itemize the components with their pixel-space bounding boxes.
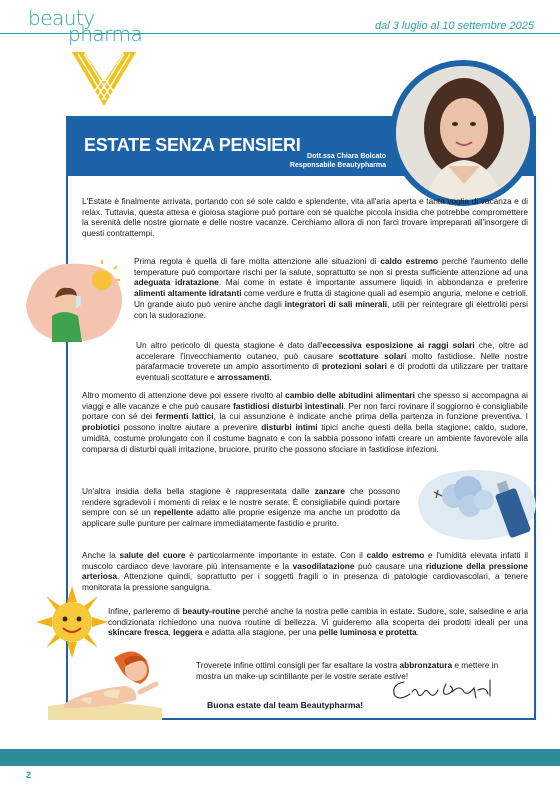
author-photo xyxy=(390,60,536,206)
portrait-icon xyxy=(396,66,530,200)
paragraph-beauty: Infine, parleremo di beauty-routine perché anche la nostra pelle cambia in estate. Sudore, sole, salsedine e aria condizionata richiedono una nuova routine di bellezza. Vi guideremo alla scoperta dei prodotti ideali per una skincare fresca, leggera e adatta alla stagione, per una pelle luminosa e protetta. xyxy=(108,606,528,638)
signature-icon xyxy=(390,674,500,704)
paragraph-mosquitoes: Un'altra insidia della bella stagione è rappresentata dalle zanzare che possono rendere sgradevoli i momenti di relax e le nostre serate. È consigliabile quindi portare sempre con sé un repellente adatto alle proprie esigenze ma anche un prodotto da applicare sulle punture per calmare immediatamente fastidio e prurito. xyxy=(82,486,400,529)
footer-bar xyxy=(0,749,560,766)
paragraph-intro: L'Estate è finalmente arrivata, portando con sé sole caldo e splendente, vita all'aria aperta e tanta voglia di vacanza e di relax. Tuttavia, questa attesa e gioiosa stagione può portare con sé qualche piccola insidia che potrebbe compromettere la serenità delle nostre giornate e delle nostre vacanze. Cerchiamo allora di non farci trovare impreparati all'insorgere di questi contrattempi. xyxy=(82,196,528,239)
sunbathing-woman-illustration-icon xyxy=(44,644,164,720)
paragraph-tan: Troverete infine ottimi consigli per far esaltare la vostra abbronzatura e mettere in mostra un make-up scintillante per le vostre serate estive! xyxy=(196,660,499,681)
article-title: ESTATE SENZA PENSIERI xyxy=(84,135,301,155)
author-name: Dott.ssa Chiara Bolcato xyxy=(307,153,386,160)
paragraph-heat: Prima regola è quella di fare molta attenzione alle situazioni di caldo estremo perché l'aumento delle temperature può comportare rischi per la salute, soprattutto se non si presta sufficiente attenzione ad una adeguata idratazione. Mai come in estate è importante assumere liquidi in abbondanza e preferire alimenti altamente idratanti come verdure e frutta di stagione quali ad esempio anguria, melone e cetrioli. Un grande aiuto può venire anche dagli integratori di sali minerali, utili per reintegrare gli elettroliti persi con la sudorazione. xyxy=(134,256,529,320)
date-range: dal 3 luglio al 10 settembre 2025 xyxy=(375,20,534,32)
brand-line1: beauty xyxy=(28,6,95,30)
mosquito-spray-illustration-icon xyxy=(412,462,542,544)
chevron-logo-icon xyxy=(72,52,136,106)
paragraph-heart: Anche la salute del cuore è particolarmente importante in estate. Con il caldo estremo e l'umidità elevata infatti il muscolo cardiaco deve lavorare più intensamente e la vasodilatazione può causare una riduzione della pressione arteriosa. Attenzione quindi, soprattutto per i soggetti fragili o in presenza di patologie cardiovascolari, a tenere monitorata la pressione sanguigna. xyxy=(82,550,529,593)
closing-line: Buona estate dal team Beautypharma! xyxy=(207,700,364,710)
drinking-man-illustration-icon xyxy=(22,256,126,346)
author-credit xyxy=(290,152,386,170)
author-role: Responsabile Beautypharma xyxy=(289,162,386,169)
paragraph-intestine: Altro momento di attenzione deve poi essere rivolto al cambio delle abitudini alimentari che spesso si accompagna ai viaggi e alle vacanze e che può causare fastidiosi disturbi intestinali. Per non farci rovinare il soggiorno è consigliabile portare con sé dei fermenti lattici, la cui assunzione è indicate anche prima della partenza in funzione preventiva. I probiotici possono inoltre aiutare a prevenire disturbi intimi tipici anche questi della bella stagione: caldo, sudore, umidità, costume prolungato con il costume bagnato e con la sabbia possono infatti creare un ambiente favorevole alla comparsa di disturbi quali irritazione, bruciore, prurito che possono sfociare in fastidiose infezioni. xyxy=(82,390,528,454)
page-number: 2 xyxy=(26,770,32,780)
paragraph-sun: Un altro pericolo di questa stagione è dato dall'eccessiva esposizione ai raggi solari che, oltre ad accelerare l'invecchiamento cutaneo, può causare scottature solari molto fastidiose. Nelle nostre parafarmacie troverete un ampio assortimento di protezioni solari e di prodotti da utilizzare per trattare eventuali scottature e arrossamenti. xyxy=(136,340,529,383)
brand-line2: pharma xyxy=(68,22,143,46)
